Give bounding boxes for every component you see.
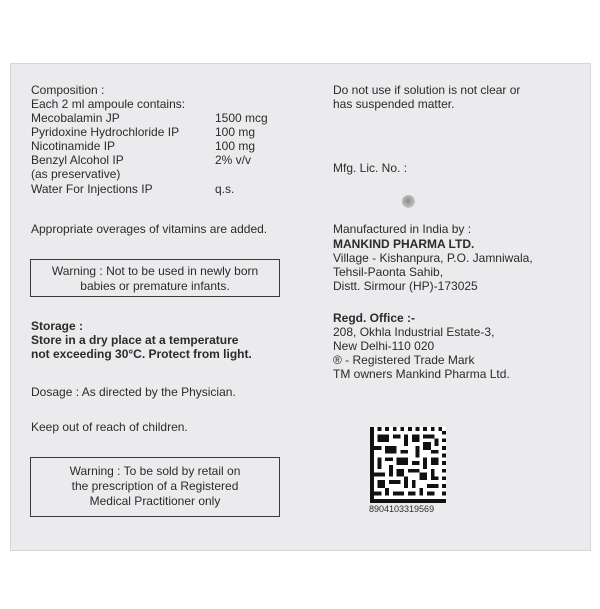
prescription-warning-line: the prescription of a Registered bbox=[71, 479, 239, 493]
ingredient-name: Mecobalamin JP bbox=[31, 111, 120, 125]
tm-owners-note: TM owners Mankind Pharma Ltd. bbox=[333, 367, 510, 381]
storage-line: not exceeding 30°C. Protect from light. bbox=[31, 347, 252, 361]
regd-office-address-line: New Delhi-110 020 bbox=[333, 339, 435, 353]
ingredient-amount: 2% v/v bbox=[215, 153, 252, 167]
mfg-lic-label: Mfg. Lic. No. : bbox=[333, 161, 408, 175]
ingredient-amount: q.s. bbox=[215, 182, 235, 196]
ingredient-amount: 100 mg bbox=[215, 125, 256, 139]
storage-heading: Storage : bbox=[31, 319, 84, 333]
newborn-warning-box bbox=[30, 259, 280, 297]
ingredient-name: Pyridoxine Hydrochloride IP bbox=[31, 125, 180, 139]
ingredient-amount: 1500 mcg bbox=[215, 111, 268, 125]
newborn-warning-line: babies or premature infants. bbox=[80, 279, 230, 293]
children-warning-text: Keep out of reach of children. bbox=[31, 420, 188, 434]
ingredient-name: Nicotinamide IP bbox=[31, 139, 116, 153]
solution-note-line: has suspended matter. bbox=[333, 97, 455, 111]
prescription-warning-box bbox=[30, 457, 280, 517]
composition-heading: Composition : bbox=[31, 83, 105, 97]
barcode-number: 8904103319569 bbox=[369, 504, 435, 514]
ingredient-name: Benzyl Alcohol IP bbox=[31, 153, 124, 167]
ingredient-name: (as preservative) bbox=[31, 167, 121, 181]
overages-note: Appropriate overages of vitamins are added. bbox=[31, 222, 268, 236]
composition-intro: Each 2 ml ampoule contains: bbox=[31, 97, 186, 111]
dosage-text: Dosage : As directed by the Physician. bbox=[31, 385, 236, 399]
manufacturer-address-line: Distt. Sirmour (HP)-173025 bbox=[333, 279, 478, 293]
datamatrix-barcode-icon bbox=[370, 427, 446, 503]
regd-office-address-line: 208, Okhla Industrial Estate-3, bbox=[333, 325, 495, 339]
prescription-warning-line: Medical Practitioner only bbox=[89, 494, 221, 508]
solution-note-line: Do not use if solution is not clear or bbox=[333, 83, 521, 97]
storage-line: Store in a dry place at a temperature bbox=[31, 333, 239, 347]
regd-office-heading: Regd. Office :- bbox=[333, 311, 416, 325]
prescription-warning-line: Warning : To be sold by retail on bbox=[69, 464, 241, 478]
registered-trademark-note: ® - Registered Trade Mark bbox=[333, 353, 475, 367]
ink-dot bbox=[402, 195, 415, 208]
manufacturer-address-line: Village - Kishanpura, P.O. Jamniwala, bbox=[333, 251, 533, 265]
manufacturer-address-line: Tehsil-Paonta Sahib, bbox=[333, 265, 444, 279]
manufacturer-intro: Manufactured in India by : bbox=[333, 222, 472, 236]
newborn-warning-line: Warning : Not to be used in newly born bbox=[51, 264, 259, 278]
ingredient-amount: 100 mg bbox=[215, 139, 256, 153]
ingredient-name: Water For Injections IP bbox=[31, 182, 153, 196]
manufacturer-company: MANKIND PHARMA LTD. bbox=[333, 237, 475, 251]
